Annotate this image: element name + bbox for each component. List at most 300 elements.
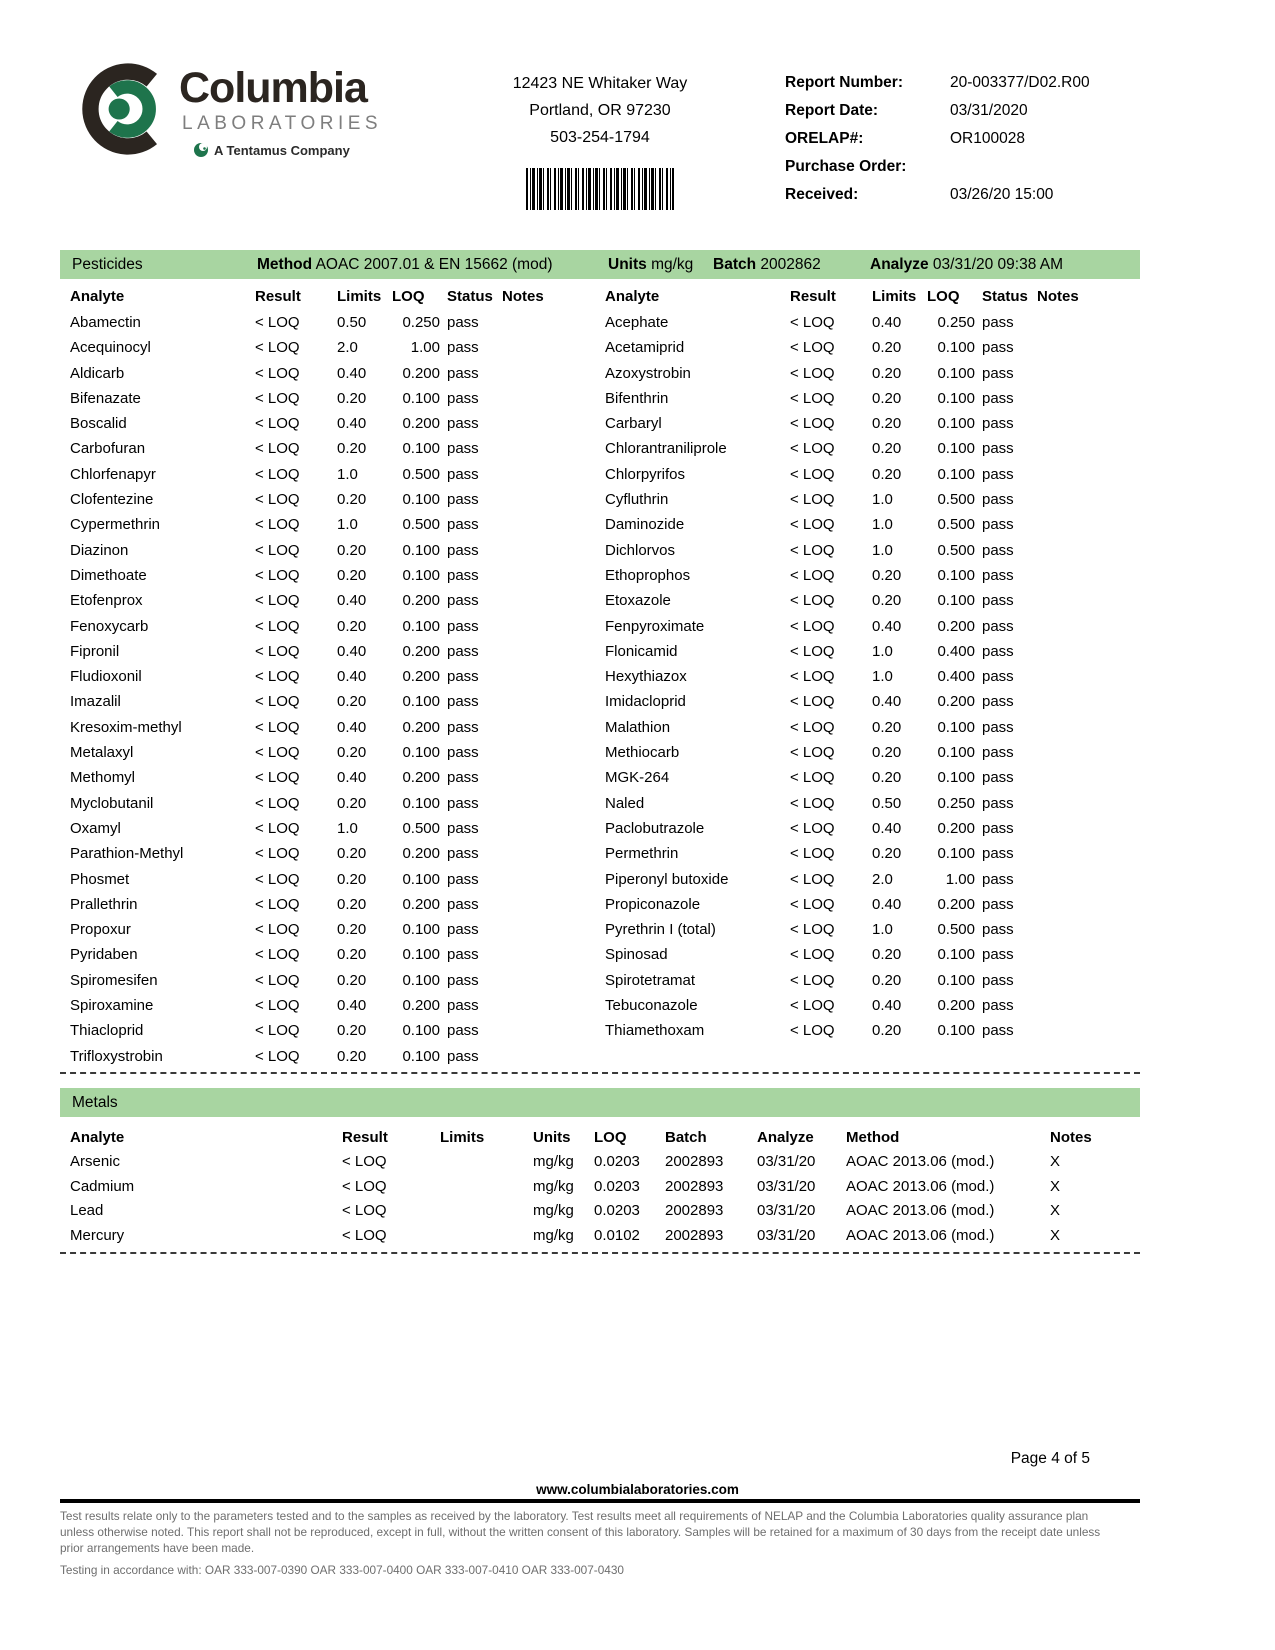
loq-cell: 0.200 [402, 642, 440, 660]
analyte-cell: Tebuconazole [605, 997, 698, 1015]
result-cell: < LOQ [790, 364, 835, 382]
pesticide-row [70, 512, 540, 537]
analyte-cell: Lead [70, 1202, 104, 1220]
analyte-cell: Thiacloprid [70, 1022, 144, 1040]
result-cell: < LOQ [790, 668, 835, 686]
pesticide-row [605, 942, 1075, 967]
result-cell: < LOQ [790, 566, 835, 584]
status-cell: pass [982, 946, 1014, 964]
status-cell: pass [447, 870, 479, 888]
loq-cell: 0.100 [402, 389, 440, 407]
loq-cell: 0.100 [937, 1022, 975, 1040]
analyte-cell: Dimethoate [70, 566, 147, 584]
pesticide-row [605, 487, 1075, 512]
result-cell: < LOQ [255, 592, 300, 610]
loq-cell: 0.100 [937, 364, 975, 382]
analyze-label: Analyze [870, 256, 929, 273]
status-cell: pass [447, 1022, 479, 1040]
analyte-cell: Acetamiprid [605, 339, 685, 357]
status-cell: pass [982, 465, 1014, 483]
loq-cell: 0.100 [402, 491, 440, 509]
col-status: Status [982, 288, 1028, 305]
loq-cell: 0.200 [402, 592, 440, 610]
notes-cell [1037, 487, 1075, 512]
limits-cell: 0.20 [872, 769, 902, 787]
status-cell: pass [447, 946, 479, 964]
status-cell: pass [982, 314, 1014, 331]
analyte-cell: Etoxazole [605, 592, 671, 610]
page-number: Page 4 of 5 [1010, 1450, 1090, 1467]
address-phone: 503-254-1794 [550, 129, 650, 146]
analyte-cell: Etofenprox [70, 592, 143, 610]
analyte-cell: Oxamyl [70, 819, 121, 837]
limits-cell: 0.20 [872, 845, 902, 863]
report-info-row [785, 74, 1190, 92]
method-cell: AOAC 2013.06 (mod.) [846, 1202, 995, 1220]
pesticide-row [70, 462, 540, 487]
status-cell: pass [447, 845, 479, 863]
notes-cell [1037, 689, 1075, 714]
result-cell: < LOQ [790, 440, 835, 458]
pesticide-row [605, 614, 1075, 639]
pesticides-method [257, 250, 553, 279]
pesticide-row [70, 791, 540, 816]
loq-cell: 0.200 [937, 819, 975, 837]
orelap-label: ORELAP#: [785, 130, 864, 147]
pesticide-row [605, 841, 1075, 866]
units-value: mg/kg [651, 256, 694, 273]
limits-cell: 0.20 [337, 541, 367, 559]
analyte-cell: Trifloxystrobin [70, 1047, 163, 1065]
loq-cell: 0.100 [937, 845, 975, 863]
pesticide-row [605, 892, 1075, 917]
notes-cell [502, 1018, 540, 1043]
limits-cell: 0.20 [872, 744, 902, 762]
limits-cell: 1.0 [872, 491, 893, 509]
pesticides-analyze [870, 250, 1063, 279]
batch-cell: 2002893 [665, 1152, 724, 1170]
pesticide-row [605, 512, 1075, 537]
result-cell: < LOQ [255, 617, 300, 635]
result-cell: < LOQ [790, 921, 835, 939]
limits-cell: 0.20 [337, 1022, 367, 1040]
notes-cell [1037, 816, 1075, 841]
limits-cell: 0.20 [337, 946, 367, 964]
address-line1: 12423 NE Whitaker Way [512, 75, 688, 92]
batch-label: Batch [713, 256, 757, 273]
limits-cell: 0.40 [872, 895, 902, 913]
report-number-value: 20-003377/D02.R00 [950, 74, 1090, 91]
notes-cell [502, 740, 540, 765]
analyte-cell: Daminozide [605, 516, 685, 534]
footer-accordance: Testing in accordance with: OAR 333-007-0390 OAR 333-007-0400 OAR 333-007-0410 OAR 333-007-0430 [60, 1563, 624, 1577]
report-info [785, 74, 1190, 214]
status-cell: pass [982, 642, 1014, 660]
result-cell: < LOQ [342, 1152, 387, 1170]
status-cell: pass [982, 870, 1014, 888]
analyte-cell: Paclobutrazole [605, 819, 705, 837]
pesticide-row [605, 310, 1075, 335]
limits-cell: 0.20 [337, 491, 367, 509]
result-cell: < LOQ [790, 592, 835, 610]
tentamus-icon [193, 142, 209, 158]
result-cell: < LOQ [255, 921, 300, 939]
col-loq: LOQ [927, 288, 960, 305]
notes-cell [1037, 310, 1075, 335]
pesticide-row [605, 968, 1075, 993]
analyte-cell: Prallethrin [70, 895, 138, 913]
result-cell: < LOQ [255, 819, 300, 837]
report-body [60, 250, 1140, 1254]
col-limits: Limits [337, 288, 382, 305]
analyte-cell: Boscalid [70, 415, 127, 433]
pesticide-row [70, 740, 540, 765]
notes-cell [502, 563, 540, 588]
status-cell: pass [447, 364, 479, 382]
analyte-cell: Methiocarb [605, 744, 680, 762]
limits-cell: 1.0 [337, 465, 358, 483]
result-cell: < LOQ [255, 1047, 300, 1065]
analyte-cell: Bifenazate [70, 389, 141, 407]
status-cell: pass [447, 339, 479, 357]
result-cell: < LOQ [790, 465, 835, 483]
analyte-cell: Fenoxycarb [70, 617, 149, 635]
limits-cell: 0.20 [337, 845, 367, 863]
pesticide-row [70, 310, 540, 335]
col-notes: Notes [1037, 288, 1079, 305]
loq-cell: 0.100 [937, 769, 975, 787]
col-analyte: Analyte [70, 1128, 125, 1146]
notes-cell [502, 867, 540, 892]
analyte-cell: Phosmet [70, 870, 130, 888]
status-cell: pass [447, 440, 479, 458]
received-value: 03/26/20 15:00 [950, 186, 1054, 203]
notes-cell [502, 968, 540, 993]
loq-cell: 0.100 [937, 566, 975, 584]
status-cell: pass [982, 491, 1014, 509]
pesticides-tables [60, 283, 1140, 1069]
units-label: Units [608, 256, 647, 273]
analyte-cell: Azoxystrobin [605, 364, 691, 382]
loq-cell: 0.100 [937, 465, 975, 483]
result-cell: < LOQ [790, 845, 835, 863]
limits-cell: 0.40 [872, 997, 902, 1015]
status-cell: pass [982, 592, 1014, 610]
website-link[interactable]: www.columbialaboratories.com [536, 1482, 739, 1497]
col-analyte: Analyte [70, 288, 125, 305]
limits-cell: 0.20 [337, 440, 367, 458]
loq-cell: 0.200 [937, 693, 975, 711]
company-logo [75, 60, 430, 214]
pesticide-row [605, 639, 1075, 664]
notes-cell [1037, 436, 1075, 461]
pesticide-row [70, 942, 540, 967]
col-analyze: Analyze [757, 1128, 814, 1146]
result-cell: < LOQ [255, 516, 300, 534]
loq-cell: 0.100 [402, 541, 440, 559]
limits-cell: 2.0 [872, 870, 893, 888]
pesticide-row [605, 588, 1075, 613]
status-cell: pass [982, 718, 1014, 736]
status-cell: pass [982, 389, 1014, 407]
loq-cell: 0.250 [402, 314, 440, 331]
analyte-cell: Fipronil [70, 642, 120, 660]
analyte-cell: Chlorfenapyr [70, 465, 156, 483]
status-cell: pass [982, 339, 1014, 357]
pesticide-row [605, 436, 1075, 461]
limits-cell: 0.40 [872, 314, 902, 331]
report-number-label: Report Number: [785, 74, 903, 91]
status-cell: pass [447, 794, 479, 812]
loq-cell: 0.100 [402, 566, 440, 584]
limits-cell: 2.0 [337, 339, 358, 357]
loq-cell: 0.250 [937, 794, 975, 812]
metal-row [60, 1175, 1140, 1200]
analyte-cell: Pyridaben [70, 946, 138, 964]
result-cell: < LOQ [255, 769, 300, 787]
analyte-cell: Spiroxamine [70, 997, 154, 1015]
loq-cell: 0.100 [402, 744, 440, 762]
limits-cell: 0.20 [337, 1047, 367, 1065]
report-date-value: 03/31/2020 [950, 102, 1028, 119]
col-loq: LOQ [392, 288, 425, 305]
loq-cell: 0.100 [402, 946, 440, 964]
report-info-row [785, 102, 1190, 120]
notes-cell [1037, 791, 1075, 816]
notes-cell [502, 386, 540, 411]
status-cell: pass [982, 769, 1014, 787]
loq-cell: 1.00 [410, 339, 440, 357]
metal-row [60, 1150, 1140, 1175]
notes-cell [1037, 639, 1075, 664]
report-info-row [785, 186, 1190, 204]
footer-rule [60, 1499, 1140, 1503]
notes-cell [1037, 740, 1075, 765]
notes-cell [502, 411, 540, 436]
pesticide-row [605, 538, 1075, 563]
status-cell: pass [982, 516, 1014, 534]
pesticides-units [608, 250, 693, 279]
loq-cell: 0.200 [402, 668, 440, 686]
status-cell: pass [982, 794, 1014, 812]
analyte-cell: Dichlorvos [605, 541, 676, 559]
metals-rows [60, 1150, 1140, 1248]
pesticide-row [70, 816, 540, 841]
result-cell: < LOQ [255, 642, 300, 660]
pesticides-batch [713, 250, 821, 279]
col-batch: Batch [665, 1128, 707, 1146]
status-cell: pass [982, 921, 1014, 939]
result-cell: < LOQ [790, 693, 835, 711]
pesticide-row [605, 993, 1075, 1018]
method-cell: AOAC 2013.06 (mod.) [846, 1226, 995, 1244]
loq-cell: 0.100 [402, 1047, 440, 1065]
lab-address [455, 70, 745, 214]
pesticide-row [605, 740, 1075, 765]
pesticide-row [605, 462, 1075, 487]
notes-cell [502, 639, 540, 664]
report-header [75, 60, 1190, 214]
result-cell: < LOQ [255, 845, 300, 863]
notes-cell [1037, 588, 1075, 613]
pesticide-row [605, 664, 1075, 689]
result-cell: < LOQ [790, 415, 835, 433]
notes-cell [502, 361, 540, 386]
col-notes: Notes [1050, 1128, 1092, 1146]
notes-cell [1037, 765, 1075, 790]
status-cell: pass [447, 389, 479, 407]
analyte-cell: Aldicarb [70, 364, 125, 382]
loq-cell: 0.200 [937, 895, 975, 913]
limits-cell: 0.20 [337, 794, 367, 812]
status-cell: pass [982, 415, 1014, 433]
analyze-cell: 03/31/20 [757, 1177, 816, 1195]
pesticide-row [70, 715, 540, 740]
orelap-value: OR100028 [950, 130, 1025, 147]
notes-cell [1037, 614, 1075, 639]
status-cell: pass [447, 415, 479, 433]
notes-cell [502, 436, 540, 461]
limits-cell [440, 1175, 533, 1200]
status-cell: pass [447, 314, 479, 331]
analyte-cell: Imidacloprid [605, 693, 686, 711]
status-cell: pass [982, 895, 1014, 913]
result-cell: < LOQ [255, 718, 300, 736]
result-cell: < LOQ [790, 971, 835, 989]
pesticide-row [70, 1044, 540, 1069]
loq-cell: 0.100 [937, 440, 975, 458]
limits-cell: 0.40 [337, 642, 367, 660]
metals-divider [60, 1252, 1140, 1254]
pesticides-table-header [70, 283, 544, 310]
metal-row [60, 1224, 1140, 1249]
loq-cell: 0.100 [937, 415, 975, 433]
pesticides-right-rows [605, 310, 1075, 1044]
col-result: Result [790, 288, 836, 305]
notes-cell [502, 310, 540, 335]
col-limits: Limits [872, 288, 917, 305]
limits-cell: 0.40 [872, 693, 902, 711]
notes-cell: X [1050, 1177, 1061, 1195]
result-cell: < LOQ [790, 794, 835, 812]
limits-cell: 0.20 [872, 971, 902, 989]
result-cell: < LOQ [790, 744, 835, 762]
pesticide-row [70, 386, 540, 411]
limits-cell: 0.20 [872, 465, 902, 483]
analyte-cell: Spirotetramat [605, 971, 696, 989]
analyte-cell: Clofentezine [70, 491, 154, 509]
analyte-cell: Ethoprophos [605, 566, 691, 584]
loq-cell: 0.0203 [594, 1152, 640, 1170]
status-cell: pass [982, 440, 1014, 458]
pesticide-row [70, 841, 540, 866]
loq-cell: 0.100 [937, 744, 975, 762]
col-limits: Limits [440, 1128, 485, 1146]
notes-cell [1037, 841, 1075, 866]
pesticide-row [70, 1018, 540, 1043]
limits-cell: 0.40 [872, 617, 902, 635]
metals-section-bar [60, 1088, 1140, 1117]
status-cell: pass [447, 642, 479, 660]
status-cell: pass [982, 668, 1014, 686]
limits-cell: 0.20 [872, 339, 902, 357]
limits-cell: 0.20 [337, 744, 367, 762]
analyte-cell: Cypermethrin [70, 516, 161, 534]
result-cell: < LOQ [790, 895, 835, 913]
pesticide-row [605, 361, 1075, 386]
tagline-text: A Tentamus Company [214, 142, 350, 158]
loq-cell: 0.200 [402, 415, 440, 433]
limits-cell: 0.40 [337, 718, 367, 736]
pesticide-row [605, 715, 1075, 740]
loq-cell: 0.500 [937, 491, 975, 509]
analyte-cell: Kresoxim-methyl [70, 718, 182, 736]
col-method: Method [846, 1128, 900, 1146]
logo-text [179, 66, 382, 214]
col-status: Status [447, 288, 493, 305]
pesticides-table-right [605, 283, 1079, 1069]
pesticide-row [70, 993, 540, 1018]
analyte-cell: Cadmium [70, 1177, 135, 1195]
metal-row [60, 1199, 1140, 1224]
notes-cell [502, 715, 540, 740]
limits-cell: 0.20 [872, 592, 902, 610]
status-cell: pass [447, 895, 479, 913]
status-cell: pass [982, 744, 1014, 762]
limits-cell: 0.20 [337, 389, 367, 407]
analyze-cell: 03/31/20 [757, 1226, 816, 1244]
notes-cell [1037, 386, 1075, 411]
analyte-cell: Diazinon [70, 541, 129, 559]
result-cell: < LOQ [790, 617, 835, 635]
limits-cell: 1.0 [872, 541, 893, 559]
pesticide-row [70, 614, 540, 639]
pesticide-row [70, 588, 540, 613]
result-cell: < LOQ [342, 1177, 387, 1195]
col-result: Result [255, 288, 301, 305]
purchase-order-label: Purchase Order: [785, 158, 907, 175]
col-analyte: Analyte [605, 288, 660, 305]
pesticide-row [605, 411, 1075, 436]
notes-cell [502, 462, 540, 487]
status-cell: pass [447, 971, 479, 989]
analyte-cell: Piperonyl butoxide [605, 870, 729, 888]
limits-cell [440, 1150, 533, 1175]
limits-cell: 0.40 [337, 592, 367, 610]
analyte-cell: Cyfluthrin [605, 491, 669, 509]
notes-cell [502, 664, 540, 689]
result-cell: < LOQ [255, 1022, 300, 1040]
result-cell: < LOQ [255, 339, 300, 357]
pesticide-row [70, 487, 540, 512]
method-label: Method [257, 256, 313, 273]
loq-cell: 0.200 [402, 845, 440, 863]
batch-value: 2002862 [760, 256, 821, 273]
notes-cell: X [1050, 1226, 1061, 1244]
loq-cell: 0.100 [402, 794, 440, 812]
loq-cell: 0.500 [937, 541, 975, 559]
notes-cell [502, 689, 540, 714]
notes-cell [1037, 968, 1075, 993]
pesticide-row [70, 689, 540, 714]
result-cell: < LOQ [790, 946, 835, 964]
result-cell: < LOQ [790, 339, 835, 357]
analyte-cell: Spinosad [605, 946, 668, 964]
status-cell: pass [447, 921, 479, 939]
limits-cell: 0.40 [337, 668, 367, 686]
result-cell: < LOQ [790, 642, 835, 660]
limits-cell: 0.20 [872, 718, 902, 736]
